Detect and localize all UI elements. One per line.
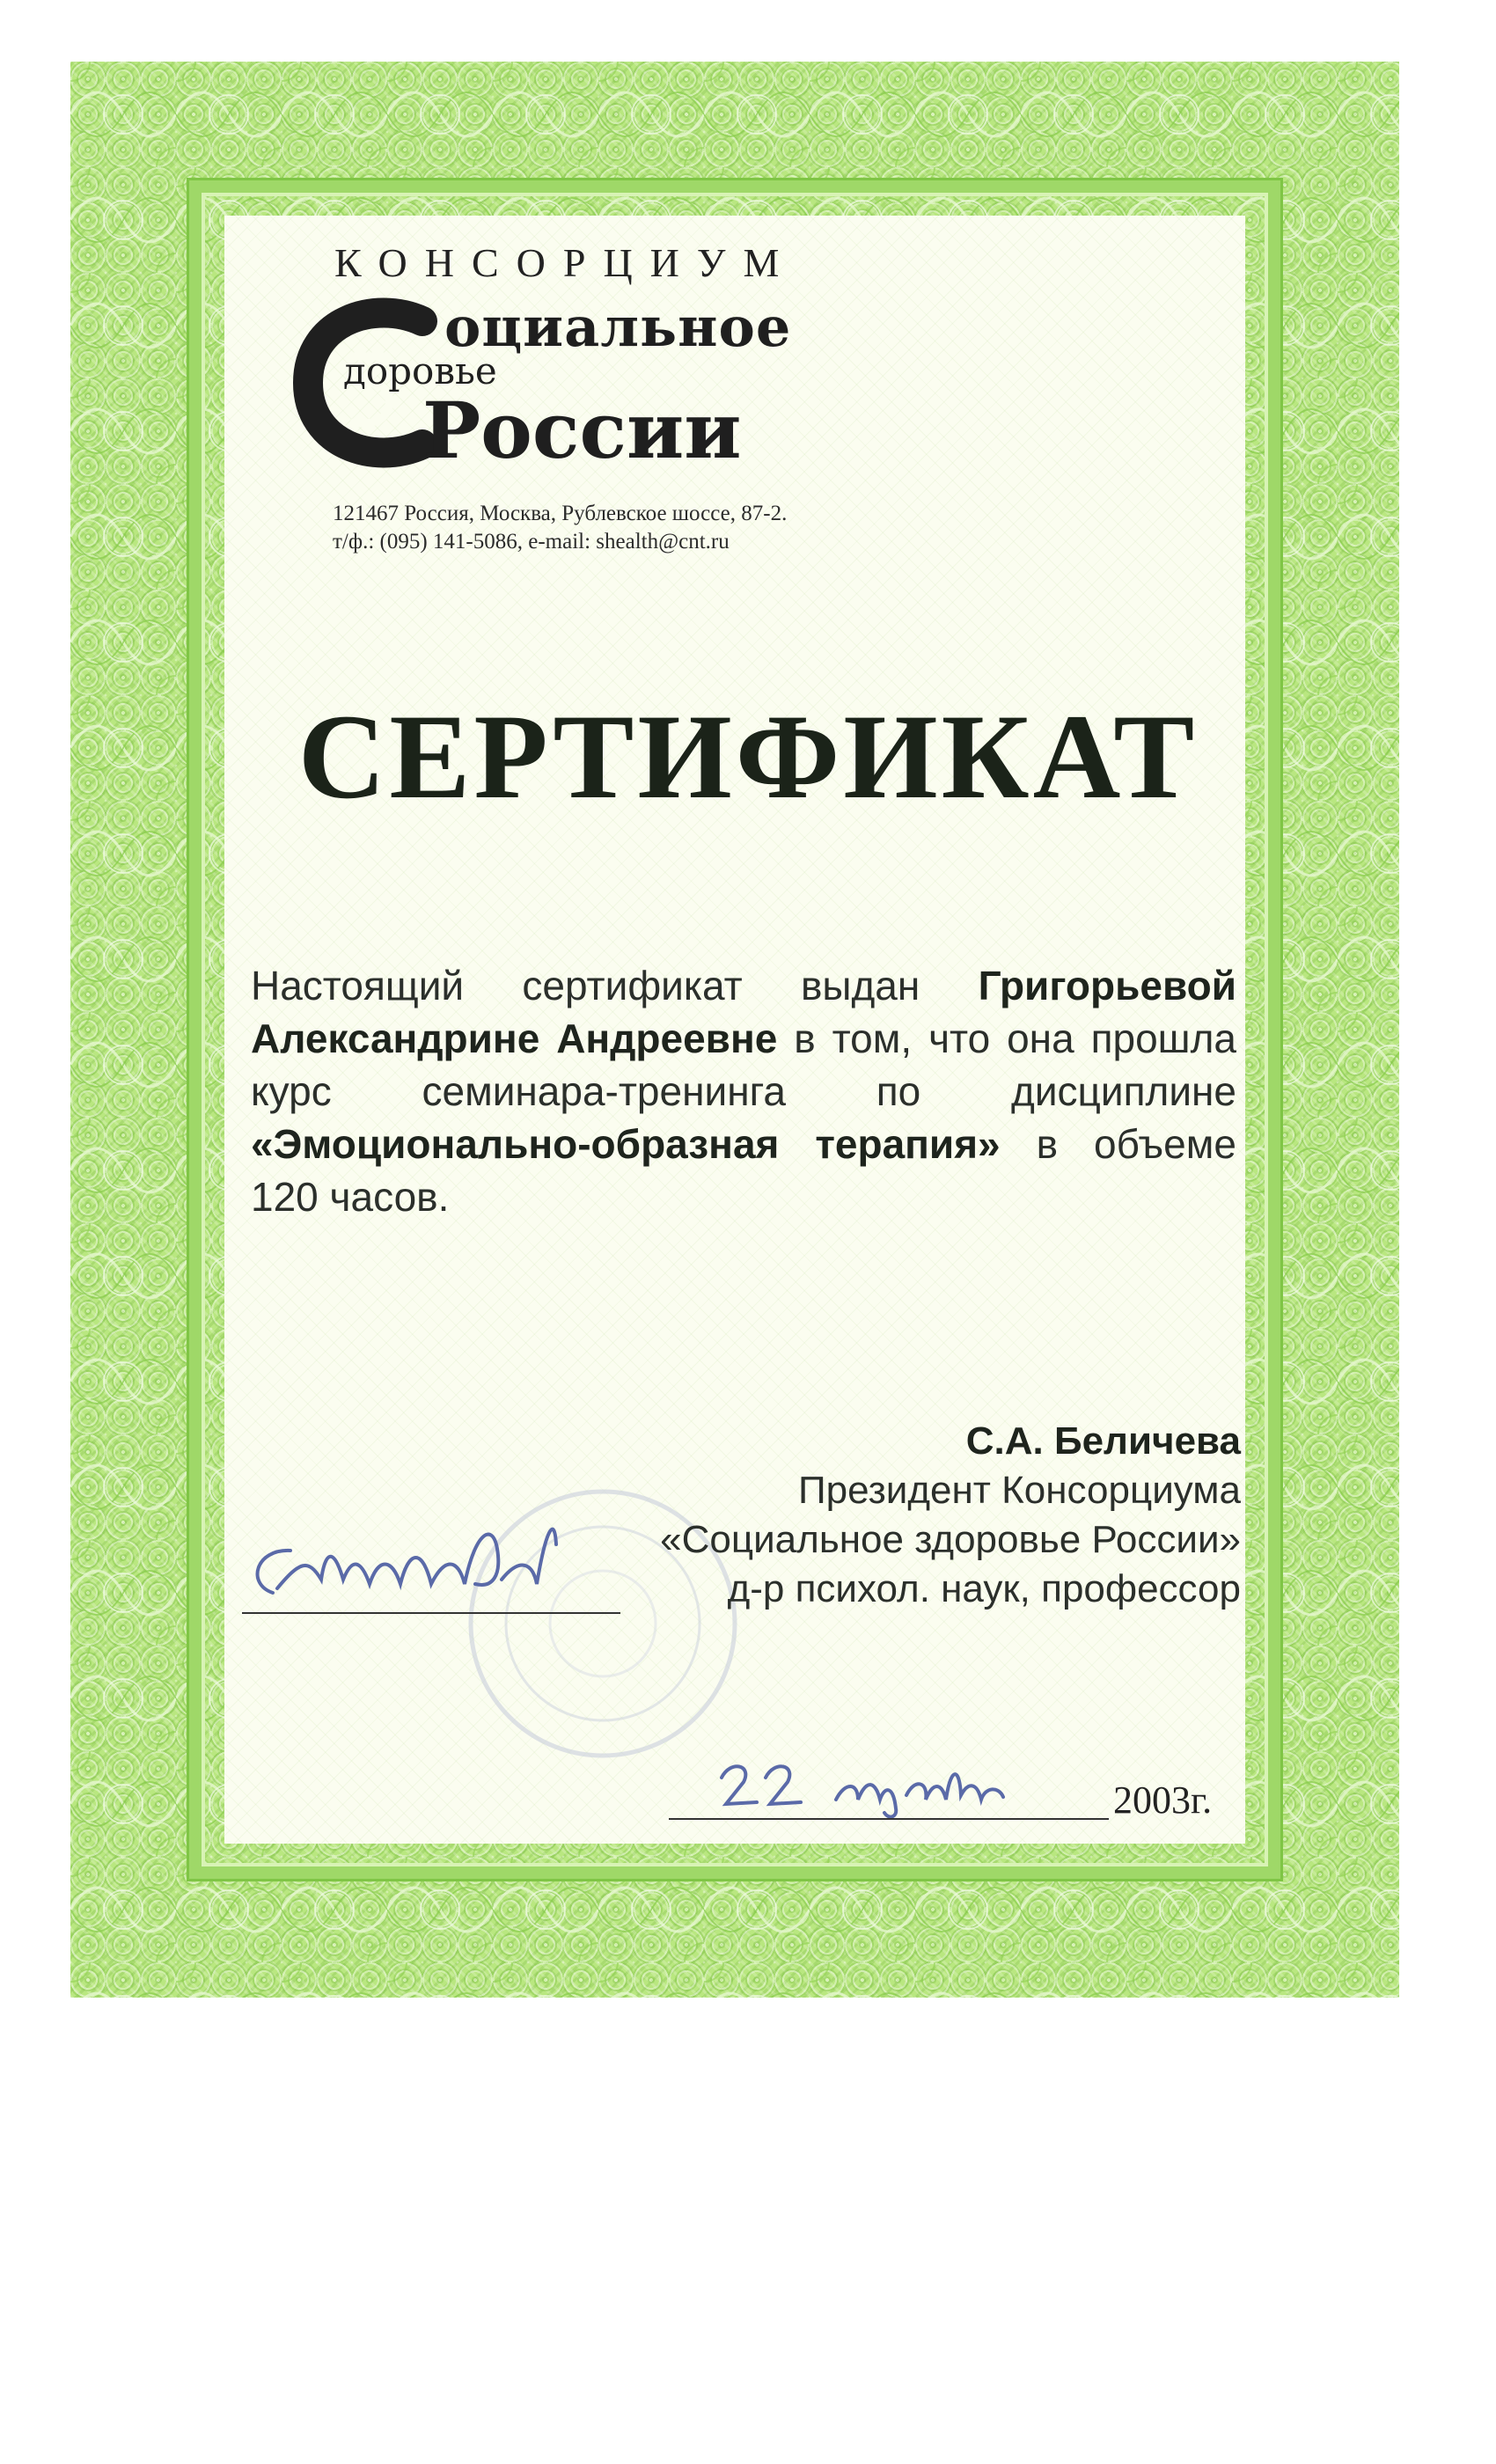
signer-organization: «Социальное здоровье России» [660, 1518, 1241, 1561]
recipient-name: Григорьевой Александрине Андреевне [251, 963, 1236, 1061]
organization-logo [290, 295, 854, 480]
body-text-part: Настоящий сертификат выдан [251, 963, 979, 1008]
signer-block [546, 1417, 1241, 1614]
logo-text-social: оциальное [444, 295, 792, 359]
signer-name: С.А. Беличева [965, 1419, 1241, 1463]
contact-line: т/ф.: (095) 141-5086, e-mail: shealth@cnt.ru [333, 530, 730, 554]
body-text-part: в объеме 120 часов. [251, 1121, 1236, 1220]
date-year: 2003г. [1113, 1778, 1213, 1822]
signer-position: Президент Консорциума [797, 1469, 1241, 1512]
discipline-name: «Эмоционально-образная терапия» [251, 1121, 1001, 1167]
date-line [669, 1818, 1109, 1820]
certificate-title: СЕРТИФИКАТ [297, 689, 1199, 824]
certificate-body [251, 959, 1236, 1223]
signer-degree: д-р психол. наук, профессор [727, 1567, 1241, 1610]
logo-text-russia: России [422, 385, 742, 476]
consortium-label: КОНСОРЦИУМ [334, 240, 797, 285]
handwritten-date-icon [669, 1742, 1109, 1822]
address-line: 121467 Россия, Москва, Рублевское шоссе, 87-2. [333, 502, 788, 525]
body-text-part: в том, что она прошла курс семинара-тренинга по дисциплине [251, 1016, 1236, 1114]
logo-text-health: доровье [343, 349, 497, 392]
